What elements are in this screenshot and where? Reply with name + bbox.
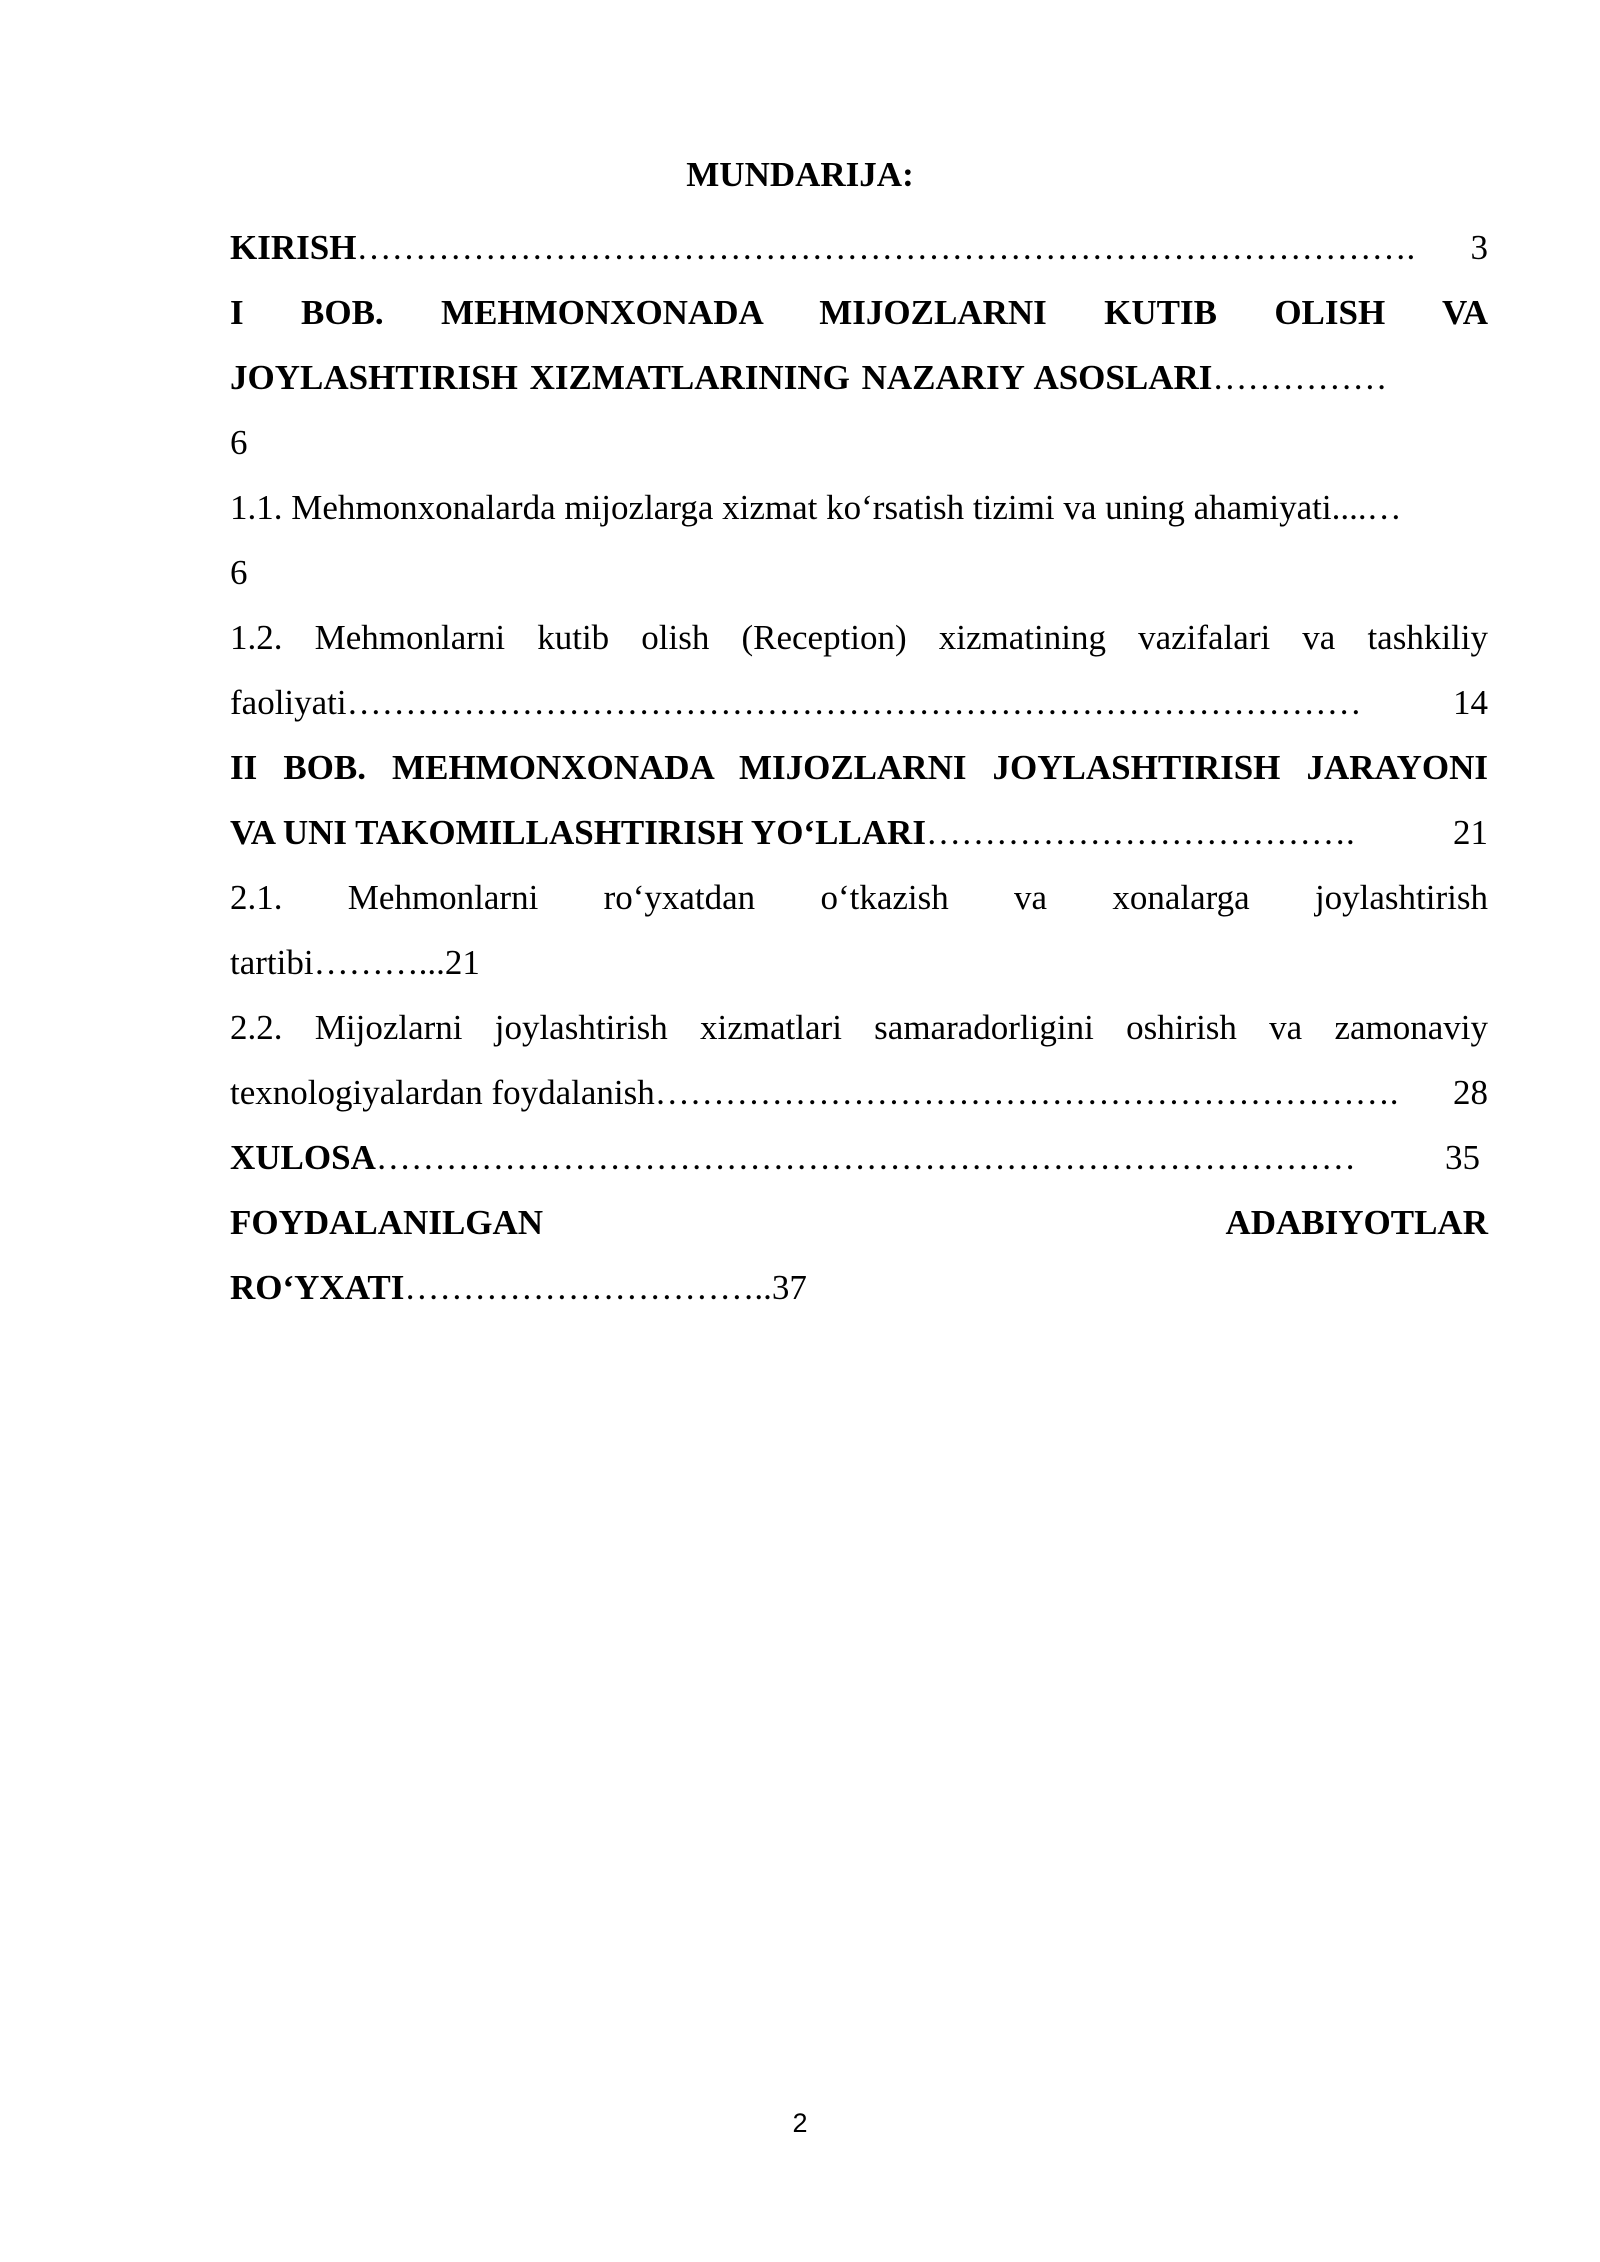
toc-entry-label-line1-left: FOYDALANILGAN <box>230 1203 544 1242</box>
toc-leader-dots: ………………………………………………………………………………. <box>356 228 1416 267</box>
toc-entry-section-2-1 <box>230 865 1488 995</box>
toc-entry-label-line2: VA UNI TAKOMILLASHTIRISH YO‘LLARI <box>230 813 926 852</box>
toc-entry-label-line1: I BOB. MEHMONXONADA MIJOZLARNI KUTIB OLISH VA <box>230 293 1488 332</box>
toc-leader-dots: .… <box>1357 488 1402 527</box>
toc-page-number: 35 <box>1445 1138 1480 1177</box>
toc-leader-dots: …………………………………………………………………………… <box>346 683 1362 722</box>
toc-entry-label-line1: 1.2. Mehmonlarni kutib olish (Reception) xizmatining vazifalari va tashkiliy <box>230 618 1488 657</box>
toc-entry-kirish <box>230 215 1488 280</box>
toc-leader-dots: ………... <box>313 943 445 982</box>
toc-leader-dots: ………………………………………………………. <box>654 1073 1399 1112</box>
toc-entry-bibliography <box>230 1190 1488 1320</box>
toc-entry-label: KIRISH <box>230 228 357 267</box>
toc-page-number: 3 <box>1470 228 1488 267</box>
toc-entry-label-line1: 2.1. Mehmonlarni ro‘yxatdan o‘tkazish va xonalarga joylashtirish <box>230 878 1488 917</box>
toc-leader-dots: ………………………….. <box>404 1268 772 1307</box>
toc-entry-label-line2: RO‘YXATI <box>230 1268 405 1307</box>
toc-page-number: 6 <box>230 423 248 462</box>
toc-page-number: 14 <box>1453 683 1488 722</box>
toc-entry-label-line2: JOYLASHTIRISH XIZMATLARINING NAZARIY ASOSLARI <box>230 358 1213 397</box>
toc-entry-chapter-1 <box>230 280 1488 475</box>
toc-entry-xulosa <box>230 1125 1488 1190</box>
toc-page-number: 37 <box>771 1268 807 1307</box>
toc-entry-label-line2: faoliyati <box>230 683 347 722</box>
page-title: MUNDARIJA: <box>686 155 914 194</box>
toc-entry-label: XULOSA <box>230 1138 376 1177</box>
toc-page-number: 6 <box>230 553 248 592</box>
toc-leader-dots: …………… <box>1212 358 1388 397</box>
toc-page-number: 21 <box>444 943 480 982</box>
toc-entry-chapter-2 <box>230 735 1488 865</box>
toc-entry-section-1-2 <box>230 605 1488 735</box>
toc-entry-label-line1-right: ADABIYOTLAR <box>1225 1203 1488 1242</box>
toc-entry-label-line1: 2.2. Mijozlarni joylashtirish xizmatlari samaradorligini oshirish va zamonaviy <box>230 1008 1488 1047</box>
toc-leader-dots: ………………………………………………………………………… <box>375 1138 1356 1177</box>
toc-entry-label-line2: texnologiyalardan foydalanish <box>230 1073 655 1112</box>
table-of-contents <box>230 215 1488 1320</box>
toc-entry-label: 1.1. Mehmonxonalarda mijozlarga xizmat ko‘rsatish tizimi va uning ahamiyati... <box>230 488 1358 527</box>
toc-entry-label-line1: II BOB. MEHMONXONADA MIJOZLARNI JOYLASHTIRISH JARAYONI <box>230 748 1488 787</box>
toc-leader-dots: ………………………………. <box>925 813 1355 852</box>
toc-entry-section-1-1 <box>230 475 1488 605</box>
toc-page-number: 28 <box>1453 1073 1488 1112</box>
toc-entry-label-line2: tartibi <box>230 943 314 982</box>
toc-entry-section-2-2 <box>230 995 1488 1125</box>
footer-page-number: 2 <box>792 2108 808 2138</box>
toc-page-number: 21 <box>1453 813 1488 852</box>
